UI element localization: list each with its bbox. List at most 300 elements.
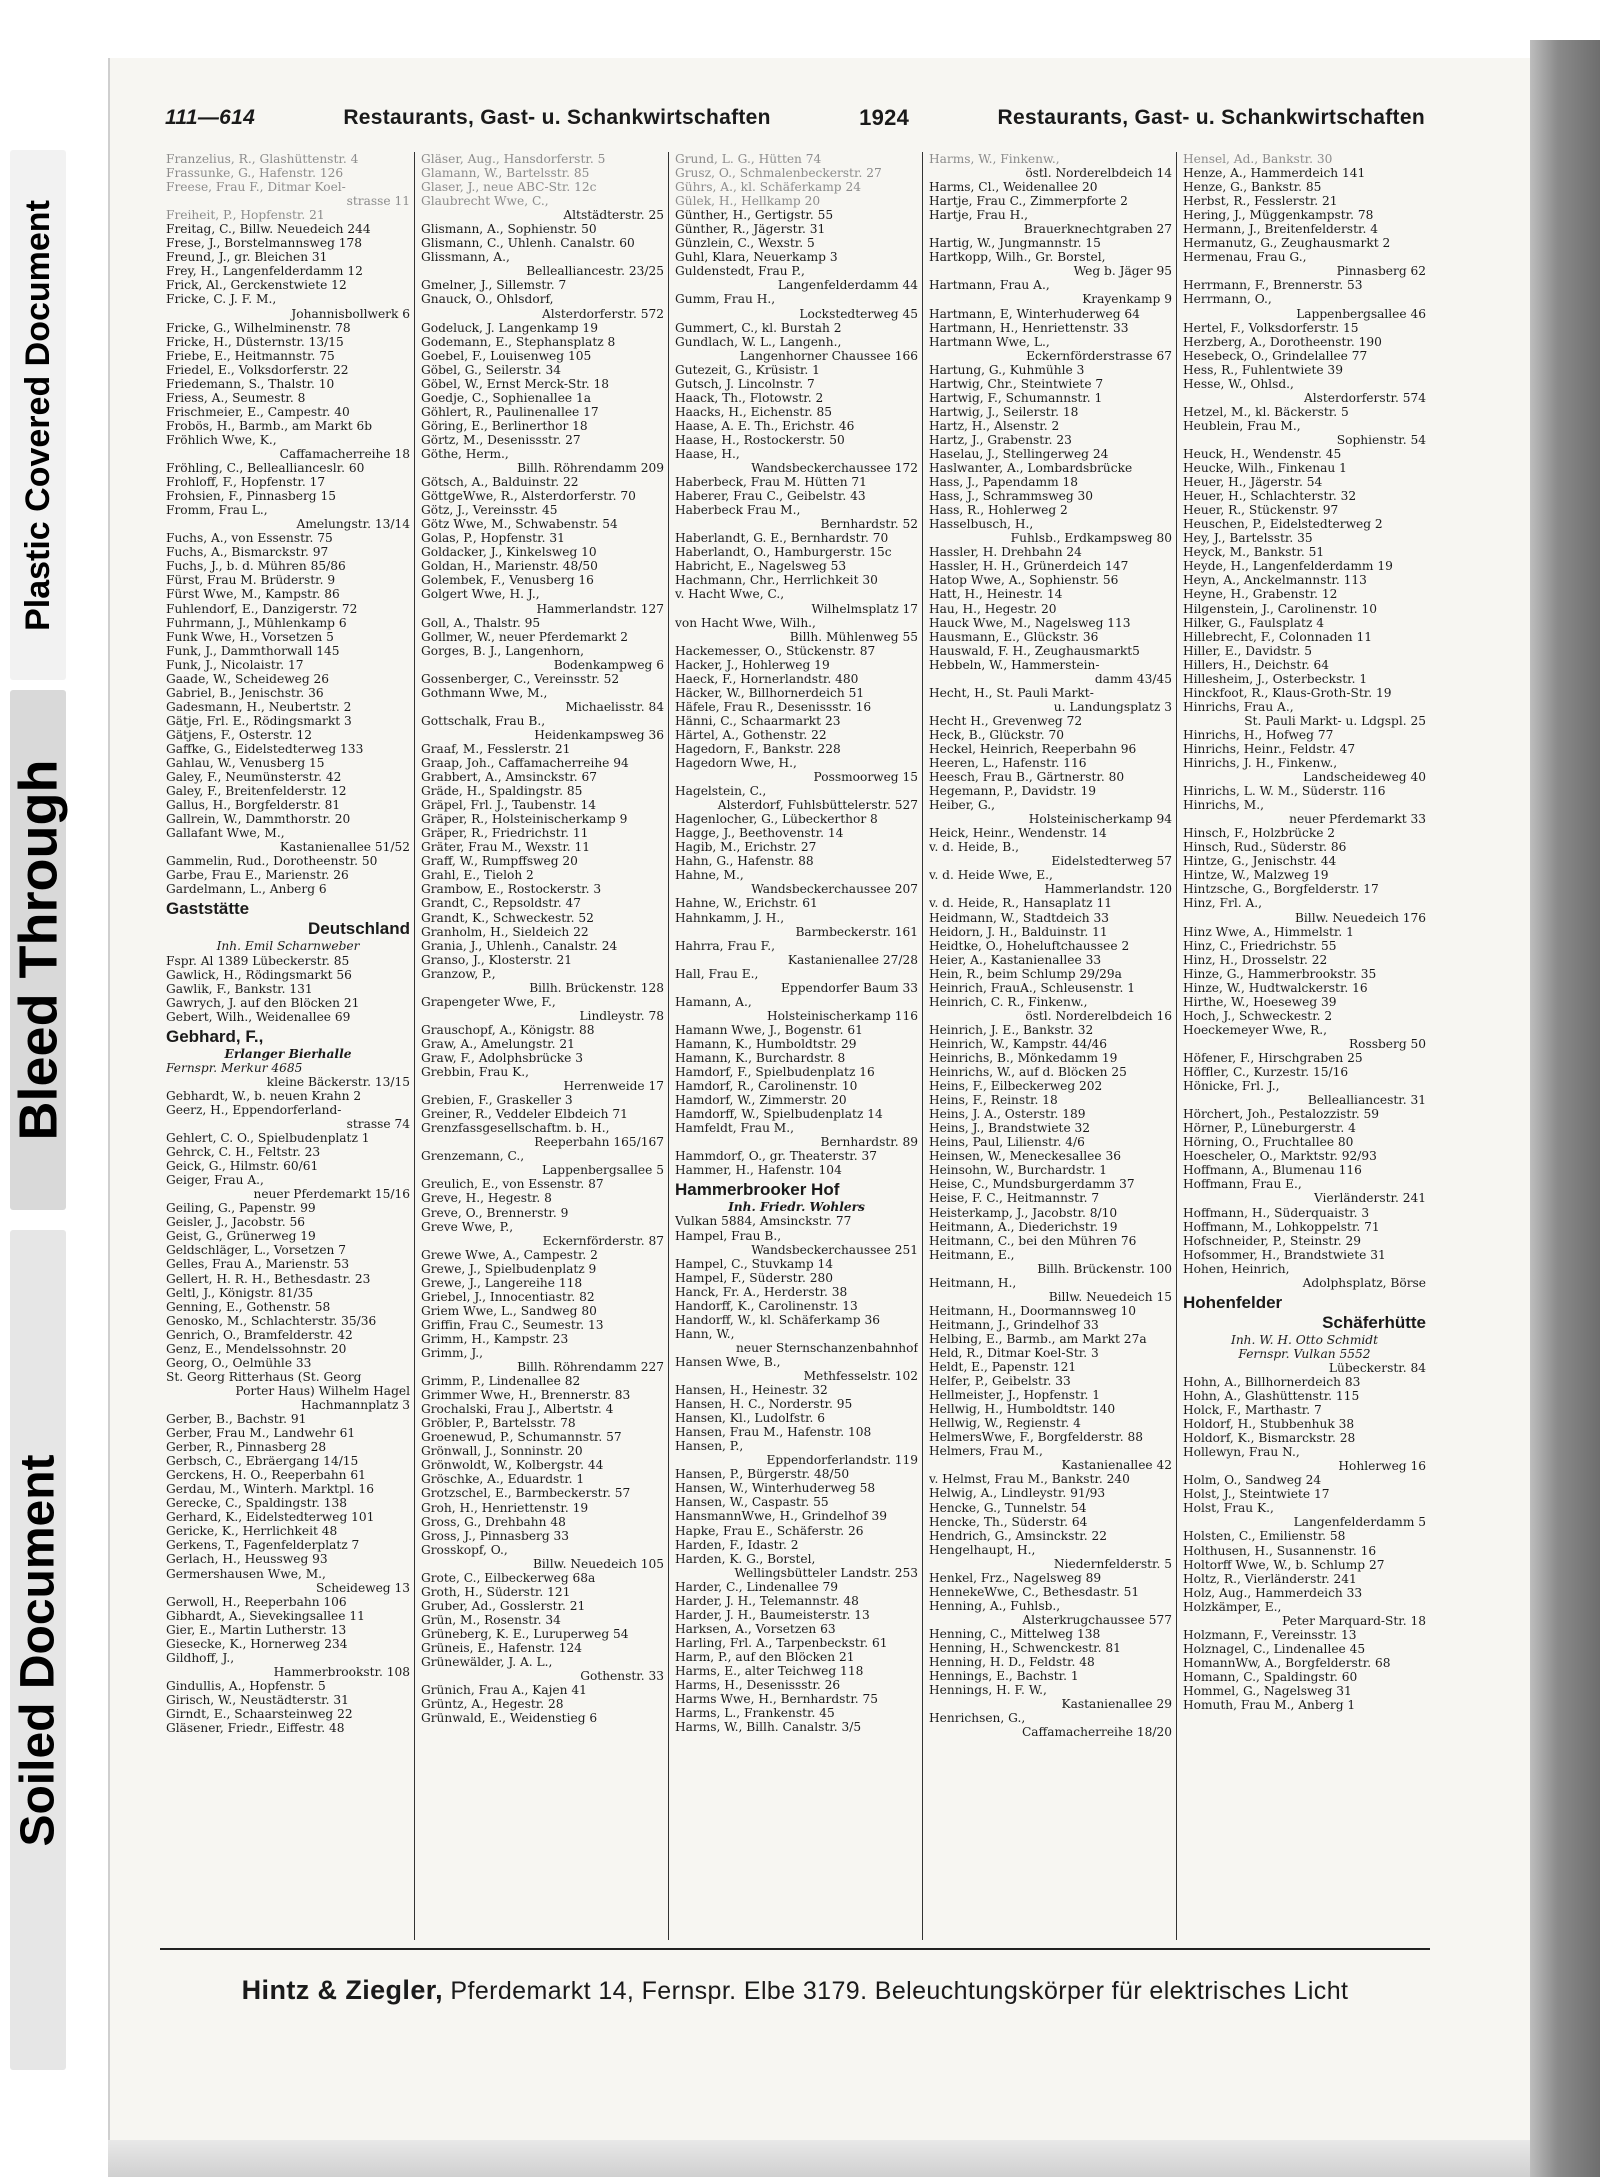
directory-entry: Holsteinischerkamp 94 [1028, 812, 1172, 827]
directory-entry: Heck, B., Glückstr. 70 [929, 727, 1064, 742]
directory-entry: Gläsener, Friedr., Eiffestr. 48 [166, 1721, 345, 1736]
directory-entry: Häfele, Frau R., Desenissstr. 16 [675, 699, 872, 714]
directory-entry: Heinrichs, W., auf d. Blöcken 25 [929, 1065, 1127, 1080]
directory-entry: Fuhlsb., Erdkampsweg 80 [1010, 531, 1172, 546]
directory-entry: Hatt, H., Heinestr. 14 [929, 587, 1063, 602]
directory-entry: Gerkens, T., Fagenfelderplatz 7 [166, 1538, 360, 1553]
directory-entry: Hammerlandstr. 120 [1044, 882, 1172, 897]
directory-entry: Billh. Brückenstr. 128 [529, 980, 664, 995]
directory-entry: Grimmer Wwe, H., Brennerstr. 83 [421, 1388, 631, 1403]
directory-entry: Grania, J., Uhlenh., Canalstr. 24 [421, 938, 618, 953]
directory-entry: Gabriel, B., Jenischstr. 36 [166, 685, 324, 700]
directory-entry: HomannWw, A., Borgfelderstr. 68 [1183, 1655, 1391, 1670]
directory-entry: Hebbeln, W., Hammerstein- [929, 657, 1100, 672]
directory-entry: Krayenkamp 9 [1082, 292, 1172, 307]
directory-entry: Holzmann, F., Vereinsstr. 13 [1183, 1627, 1357, 1642]
directory-entry: Herrenweide 17 [563, 1079, 664, 1094]
directory-entry: Grotzschel, E., Barmbeckerstr. 57 [421, 1486, 631, 1501]
directory-entry: Frey, H., Langenfelderdamm 12 [166, 264, 363, 279]
directory-entry: Eckernförderstr. 87 [542, 1233, 664, 1248]
directory-entry: Geerz, H., Eppendorferland- [166, 1102, 342, 1117]
directory-entry: Gericke, K., Herrlichkeit 48 [166, 1524, 338, 1539]
directory-entry: Heidenkampsweg 36 [534, 727, 664, 742]
directory-entry: Heitmann, A., Diederichstr. 19 [929, 1219, 1118, 1234]
directory-entry: Grimm, H., Kampstr. 23 [421, 1331, 569, 1346]
directory-entry: Pinnasberg 62 [1336, 264, 1426, 279]
directory-entry: Henze, G., Bankstr. 85 [1183, 180, 1322, 195]
directory-entry: Alsterdorferstr. 572 [541, 306, 664, 321]
directory-entry: Gätjens, F., Osterstr. 12 [166, 727, 312, 742]
directory-entry: Hampel, C., Stuvkamp 14 [675, 1256, 833, 1271]
directory-entry: Hinrichs, L. W. M., Süderstr. 116 [1183, 784, 1386, 799]
directory-entry: Kastanienallee 27/28 [787, 952, 918, 967]
directory-entry: Herrmann, O., [1183, 292, 1272, 307]
directory-entry: Hassler, H. Drehbahn 24 [929, 545, 1082, 560]
directory-entry: Gerhard, K., Eidelstedterweg 101 [166, 1510, 375, 1525]
directory-entry: Hass, R., Hohlerweg 2 [929, 503, 1068, 518]
directory-entry: Fürst Wwe, M., Kampstr. 86 [166, 587, 340, 602]
directory-entry: Gnauck, O., Ohlsdorf, [421, 292, 554, 307]
directory-entry: Michaelisstr. 84 [565, 699, 664, 714]
directory-entry: Görtz, M., Desenissstr. 27 [421, 432, 581, 447]
directory-entry: Heidorn, J. H., Balduinstr. 11 [929, 924, 1108, 939]
directory-entry: Gutezeit, G., Krüsistr. 1 [675, 362, 820, 377]
directory-entry: Heitmann, C., bei den Mühren 76 [929, 1233, 1137, 1248]
directory-entry: v. d. Heide, R., Hansaplatz 11 [929, 896, 1112, 911]
directory-entry: Gülek, H., Hellkamp 20 [675, 194, 821, 209]
directory-entry: Holtz, R., Vierländerstr. 241 [1183, 1571, 1357, 1586]
directory-entry: Götz Wwe, M., Schwabenstr. 54 [421, 517, 618, 532]
directory-entry: Heiber, G., [929, 798, 996, 813]
directory-entry: Heinrich, C. R., Finkenw., [929, 994, 1088, 1009]
directory-entry: Helbing, E., Barmb., am Markt 27a [929, 1331, 1147, 1346]
directory-entry: strasse 74 [346, 1117, 410, 1131]
directory-entry: Glaubrecht Wwe, C., [421, 194, 549, 209]
directory-entry: Gätje, Frl. E., Rödingsmarkt 3 [166, 713, 352, 728]
directory-entry: Geick, G., Hilmstr. 60/61 [166, 1159, 319, 1174]
directory-entry: Hartmann, H., Henriettenstr. 33 [929, 320, 1129, 335]
directory-entry: Harder, J. H., Telemannstr. 48 [675, 1593, 859, 1608]
directory-entry: Hartung, G., Kuhmühle 3 [929, 362, 1085, 377]
directory-entry: Harms, W., Billh. Canalstr. 3/5 [675, 1720, 862, 1735]
directory-entry: Günzlein, C., Wexstr. 5 [675, 236, 815, 251]
directory-entry: Hamdorff, W., Spielbudenplatz 14 [675, 1107, 883, 1122]
directory-entry: Habricht, E., Nagelsweg 53 [675, 559, 847, 574]
directory-entry: Gebert, Wilh., Weidenallee 69 [166, 1009, 351, 1024]
section-heading: Hammerbrooker Hof [675, 1180, 840, 1200]
directory-entry: Hörner, P., Lüneburgerstr. 4 [1183, 1121, 1356, 1136]
directory-entry: Grüneis, E., Hafenstr. 124 [421, 1640, 583, 1655]
directory-entry: GöttgeWwe, R., Alsterdorferstr. 70 [421, 489, 636, 504]
directory-entry: Heins, F., Reinstr. 18 [929, 1093, 1058, 1108]
directory-entry: Hagelstein, C., [675, 784, 767, 799]
directory-entry: Hohn, A., Glashüttenstr. 115 [1183, 1388, 1360, 1403]
directory-entry: Billh. Röhrendamm 209 [517, 461, 664, 476]
directory-entry: Geiger, Frau A., [166, 1173, 264, 1188]
directory-entry: Haberlandt, G. E., Bernhardstr. 70 [675, 531, 889, 546]
directory-entry: Hein, R., beim Schlump 29/29a [929, 966, 1122, 981]
directory-entry: Grabbert, A., Amsinckstr. 67 [421, 770, 598, 785]
directory-entry: Hauck Wwe, M., Nagelsweg 113 [929, 615, 1131, 630]
directory-entry: Hegemann, P., Davidstr. 19 [929, 784, 1096, 799]
directory-entry: Hahrra, Frau F., [675, 938, 775, 953]
directory-entry: Holthusen, H., Susannenstr. 16 [1183, 1543, 1377, 1558]
directory-entry: Lübeckerstr. 84 [1328, 1360, 1426, 1375]
directory-entry: Hertel, F., Volksdorferstr. 15 [1183, 320, 1359, 335]
directory-entry: Billw. Neuedeich 105 [532, 1556, 664, 1571]
directory-entry: Heitmann, H., Doormannsweg 10 [929, 1303, 1137, 1318]
directory-entry: Gallus, H., Borgfelderstr. 81 [166, 798, 341, 813]
directory-entry: Gundlach, W. L., Langenh., [675, 334, 842, 349]
directory-entry: Heitmann, E., [929, 1247, 1015, 1262]
directory-entry: Heins, J., Brandstwiete 32 [929, 1121, 1091, 1136]
directory-entry: Günther, R., Jägerstr. 31 [675, 222, 826, 237]
directory-entry: Grambow, E., Rostockerstr. 3 [421, 882, 602, 897]
directory-entry: Greve Wwe, P., [421, 1219, 514, 1234]
directory-entry: Hinsch, F., Holzbrücke 2 [1183, 826, 1336, 841]
directory-entry: Harder, C., Lindenallee 79 [675, 1579, 839, 1594]
directory-entry: Heitmann, J., Grindelhof 33 [929, 1317, 1099, 1332]
directory-entry: Goedje, C., Sophienallee 1a [421, 390, 592, 405]
directory-entry: Harms, W., Finkenw., [929, 152, 1060, 166]
directory-entry: Heinsohn, W., Burchardstr. 1 [929, 1163, 1107, 1178]
header-title-left: Restaurants, Gast- u. Schankwirtschaften [343, 106, 771, 129]
directory-entry: Heuck, H., Wendenstr. 45 [1183, 446, 1342, 461]
directory-entry: Hering, J., Müggenkampstr. 78 [1183, 208, 1374, 223]
directory-entry: Bellealliancestr. 23/25 [526, 264, 664, 279]
directory-entry: HelmersWwe, F., Borgfelderstr. 88 [929, 1430, 1143, 1445]
directory-entry: Hecht, H., St. Pauli Markt- [929, 685, 1094, 700]
directory-entry: Hoeckemeyer Wwe, R., [1183, 1022, 1328, 1037]
directory-entry: Heinrich, FrauA., Schleusenstr. 1 [929, 980, 1135, 995]
directory-entry: Holck, F., Marthastr. 7 [1183, 1403, 1322, 1418]
directory-entry: Henkel, Frz., Nagelsweg 89 [929, 1570, 1102, 1585]
directory-entry: Hau, H., Hegestr. 20 [929, 601, 1057, 616]
directory-entry: Billh. Mühlenweg 55 [789, 629, 918, 644]
directory-entry: Grüntz, A., Hegestr. 28 [421, 1697, 564, 1712]
directory-entry: Golembek, F., Venusberg 16 [421, 573, 594, 588]
directory-entry: Lockstedterweg 45 [799, 306, 918, 321]
directory-entry: Glismann, C., Uhlenh. Canalstr. 60 [421, 236, 635, 251]
directory-entry: Göbel, G., Seilerstr. 34 [421, 362, 561, 377]
directory-entry: Gaffke, G., Eidelstedterweg 133 [166, 741, 364, 756]
directory-entry: Porter Haus) Wilhelm Hagel [235, 1383, 410, 1398]
directory-entry: Guhl, Klara, Neuerkamp 3 [675, 250, 838, 265]
directory-entry: Fröhlich Wwe, K., [166, 432, 277, 447]
directory-entry: Hartwig, J., Seilerstr. 18 [929, 404, 1079, 419]
directory-entry: Hinze, W., Hudtwalckerstr. 16 [1183, 980, 1368, 995]
directory-entry: Harden, F., Idastr. 2 [675, 1537, 799, 1552]
directory-entry: Grahl, E., Tieloh 2 [421, 868, 534, 883]
directory-entry: Homuth, Frau M., Anberg 1 [1183, 1698, 1356, 1713]
directory-entry: Hermann, J., Breitenfelderstr. 4 [1183, 222, 1378, 237]
directory-entry: Gräpel, Frl. J., Taubenstr. 14 [421, 798, 597, 813]
directory-entry: Wandsbeckerchaussee 251 [751, 1242, 918, 1257]
section-heading: Schäferhütte [1322, 1312, 1426, 1332]
directory-entry: Helwig, A., Lindleystr. 91/93 [929, 1486, 1106, 1501]
directory-entry: Hansen, W., Winterhuderweg 58 [675, 1481, 876, 1496]
directory-entry: Friebe, E., Heitmannstr. 75 [166, 348, 335, 363]
directory-entry: Heyde, H., Langenfelderdamm 19 [1183, 559, 1393, 574]
directory-entry: Hamdorf, R., Carolinenstr. 10 [675, 1079, 858, 1094]
directory-entry: Höfener, F., Hirschgraben 25 [1183, 1051, 1363, 1065]
directory-entry: Hilker, G., Faulsplatz 4 [1183, 615, 1324, 630]
directory-entry: neuer Pferdemarkt 15/16 [253, 1187, 410, 1202]
directory-entry: Hann, W., [675, 1326, 735, 1341]
directory-entry: Haberbeck Frau M., [675, 503, 801, 518]
directory-entry: Gildhoff, J., [166, 1650, 235, 1665]
directory-entry: v. Helmst, Frau M., Bankstr. 240 [929, 1472, 1130, 1487]
directory-entry: Haack, Th., Flotowstr. 2 [675, 390, 824, 405]
directory-entry: Gräper, R., Friedrichstr. 11 [421, 826, 589, 841]
directory-entry: Gahlau, W., Venusberg 15 [166, 756, 325, 771]
section-heading: Gebhard, F., [166, 1026, 264, 1046]
directory-column-3 [668, 152, 922, 1940]
directory-entry: Harder, J. H., Baumeisterstr. 13 [675, 1607, 870, 1622]
directory-entry: Fuchs, J., b. d. Mühren 85/86 [166, 559, 346, 574]
directory-entry: v. d. Heide, B., [929, 840, 1019, 855]
directory-entry: Wilhelmsplatz 17 [811, 601, 918, 616]
directory-entry: Gutsch, J. Lincolnstr. 7 [675, 376, 815, 391]
directory-entry: Göthe, Herm., [421, 446, 509, 461]
directory-entry: Grebbin, Frau K., [421, 1065, 529, 1080]
directory-entry: Geist, G., Grünerweg 19 [166, 1229, 316, 1244]
directory-entry: Altstädterstr. 25 [563, 208, 664, 223]
directory-entry: Hansen Wwe, B., [675, 1354, 781, 1369]
directory-entry: Brauerknechtgraben 27 [1023, 222, 1172, 237]
directory-entry: Homann, C., Spaldingstr. 60 [1183, 1669, 1358, 1684]
directory-entry: Grusz, O., Schmalenbeckerstr. 27 [675, 166, 882, 181]
sticker-plastic-covered [10, 150, 66, 680]
directory-entry: Grönwall, J., Sonninstr. 20 [421, 1444, 583, 1459]
directory-entry: Heick, Heinr., Wendenstr. 14 [929, 826, 1107, 841]
directory-entry: Hinz, C., Friedrichstr. 55 [1183, 938, 1337, 953]
directory-entry: Glamann, W., Bartelsstr. 85 [421, 166, 590, 181]
footer-text: Pferdemarkt 14, Fernspr. Elbe 3179. Beleuchtungskörper für elektrisches Licht [443, 1977, 1349, 2005]
directory-entry: Heuer, H., Schlachterstr. 32 [1183, 489, 1357, 504]
directory-entry: Landscheideweg 40 [1303, 770, 1426, 785]
directory-entry: Hartz, H., Alsenstr. 2 [929, 418, 1060, 433]
directory-entry: Granzow, P., [421, 966, 496, 981]
directory-entry: Freund, J., gr. Bleichen 31 [166, 250, 328, 265]
directory-entry: Hetzel, M., kl. Bäckerstr. 5 [1183, 404, 1349, 419]
directory-entry: Henning, A., Fuhlsb., [929, 1598, 1061, 1613]
directory-entry: Hoffmann, H., Süderquaistr. 3 [1183, 1205, 1370, 1220]
directory-entry: Graap, Joh., Caffamacherreihe 94 [421, 756, 629, 771]
directory-entry: Grünwald, E., Weidenstieg 6 [421, 1711, 598, 1726]
directory-entry: Heckel, Heinrich, Reeperbahn 96 [929, 741, 1137, 756]
directory-entry: Weg b. Jäger 95 [1073, 264, 1172, 279]
directory-entry: Goll, A., Thalstr. 95 [421, 615, 541, 630]
directory-entry: Hass, J., Schrammsweg 30 [929, 489, 1094, 504]
directory-entry: Hahnkamm, J. H., [675, 910, 785, 925]
directory-entry: Groth, H., Süderstr. 121 [421, 1584, 571, 1599]
directory-entry: Hagedorn, F., Bankstr. 228 [675, 741, 841, 756]
directory-entry: Heldt, E., Papenstr. 121 [929, 1360, 1077, 1375]
directory-entry: Hinckfoot, R., Klaus-Groth-Str. 19 [1183, 685, 1392, 700]
directory-entry: Fröhling, C., Belleallianceslr. 60 [166, 461, 365, 476]
directory-entry: Genrich, O., Bramfelderstr. 42 [166, 1327, 353, 1342]
directory-entry: Holzkämper, E., [1183, 1599, 1282, 1614]
directory-entry: Gothmann Wwe, M., [421, 685, 548, 700]
directory-entry: Harms, L., Frankenstr. 45 [675, 1706, 835, 1721]
directory-entry: Genning, E., Gothenstr. 58 [166, 1299, 331, 1314]
directory-entry: Hapke, Frau E., Schäferstr. 26 [675, 1523, 864, 1538]
directory-entry: St. Pauli Markt- u. Ldgspl. 25 [1244, 713, 1426, 728]
footer-advertisement [160, 1975, 1430, 2015]
directory-entry: Günther, H., Gertigstr. 55 [675, 208, 834, 223]
directory-entry: Hohn, A., Billhornerdeich 83 [1183, 1374, 1361, 1389]
directory-entry: Henning, H., Schwenckestr. 81 [929, 1640, 1121, 1655]
directory-entry: Langenfelderdamm 44 [777, 278, 918, 293]
directory-entry: Gallrein, W., Dammthorstr. 20 [166, 812, 351, 827]
directory-entry: Heuer, H., Jägerstr. 54 [1183, 475, 1323, 490]
directory-entry: Herzberg, A., Dorotheenstr. 190 [1183, 334, 1382, 349]
directory-entry: Hecht H., Grevenweg 72 [929, 713, 1083, 728]
directory-entry: Hennings, H. F. W., [929, 1683, 1047, 1698]
directory-entry: Inh. Friedr. Wohlers [728, 1200, 865, 1215]
directory-entry: Henze, A., Hammerdeich 141 [1183, 166, 1366, 181]
directory-entry: Bodenkampweg 6 [553, 657, 664, 672]
directory-entry: Holtorff Wwe, W., b. Schlump 27 [1183, 1557, 1385, 1572]
directory-entry: Gawlik, F., Bankstr. 131 [166, 981, 313, 996]
directory-entry: östl. Norderelbdeich 14 [1025, 166, 1172, 181]
directory-entry: Billh. Brückenstr. 100 [1037, 1261, 1172, 1276]
directory-column-4 [922, 152, 1176, 1940]
directory-entry: Goebel, F., Louisenweg 105 [421, 348, 592, 363]
directory-entry: Hartmann, E, Winterhuderweg 64 [929, 306, 1140, 321]
directory-entry: Hausmann, E., Glückstr. 36 [929, 629, 1099, 644]
directory-entry: Hamann, A., [675, 994, 752, 1009]
directory-entry: Fspr. Al 1389 Lübeckerstr. 85 [166, 953, 350, 968]
directory-entry: Glissmann, A., [421, 250, 510, 265]
directory-entry: Hatop Wwe, A., Sophienstr. 56 [929, 573, 1119, 588]
directory-entry: Hendrich, G., Amsinckstr. 22 [929, 1528, 1108, 1543]
archive-stickers [0, 0, 80, 2177]
directory-entry: Heucke, Wilh., Finkenau 1 [1183, 461, 1347, 476]
directory-entry: Fuchs, A., Bismarckstr. 97 [166, 545, 329, 560]
directory-entry: Gollmer, W., neuer Pferdemarkt 2 [421, 629, 629, 644]
directory-entry: Friess, A., Seumestr. 8 [166, 390, 306, 405]
directory-entry: Grewe, J., Spielbudenplatz 9 [421, 1261, 597, 1276]
directory-entry: östl. Norderelbdeich 16 [1025, 1008, 1172, 1023]
directory-entry: Hencke, G., Tunnelstr. 54 [929, 1500, 1087, 1515]
directory-entry: Hagenlocher, G., Lübeckerthor 8 [675, 812, 878, 827]
footer-divider [160, 1948, 1430, 1950]
directory-entry: Hamann, K., Burchardstr. 8 [675, 1051, 846, 1065]
directory-entry: Funk, J., Dammthorwall 145 [166, 643, 340, 658]
directory-entry: Gröbler, P., Bartelsstr. 78 [421, 1416, 576, 1431]
directory-entry: Langenfelderdamm 5 [1293, 1515, 1426, 1530]
directory-entry: Holst, Frau K., [1183, 1501, 1274, 1516]
directory-entry: Gottschalk, Frau B., [421, 713, 546, 728]
directory-entry: Hoffmann, Frau E., [1183, 1177, 1302, 1192]
directory-entry: Eppendorfer Baum 33 [781, 980, 918, 995]
directory-entry: Funk Wwe, H., Vorsetzen 5 [166, 629, 334, 644]
directory-entry: Heyne, H., Grabenstr. 12 [1183, 587, 1338, 602]
directory-entry: Glismann, A., Sophienstr. 50 [421, 222, 597, 237]
directory-entry: Handorff, K., Carolinenstr. 13 [675, 1298, 858, 1313]
directory-entry: Godemann, E., Stephansplatz 8 [421, 334, 616, 349]
directory-entry: HennekeWwe, C., Bethesdastr. 51 [929, 1584, 1140, 1599]
directory-entry: Funk, J., Nicolaistr. 17 [166, 657, 304, 672]
directory-entry: Gräde, H., Spaldingstr. 85 [421, 784, 583, 799]
directory-entry: Fernspr. Vulkan 5552 [1238, 1346, 1371, 1361]
directory-entry: Hammerlandstr. 127 [536, 601, 664, 616]
directory-entry: Gerckens, H. O., Reeperbahn 61 [166, 1468, 366, 1483]
directory-entry: Hinz, Frl. A., [1183, 896, 1263, 911]
directory-entry: Greiner, R., Veddeler Elbdeich 71 [421, 1107, 628, 1122]
directory-entry: Hillesheim, J., Osterbeckstr. 1 [1183, 671, 1368, 686]
directory-entry: Hoffmann, M., Lohkoppelstr. 71 [1183, 1219, 1380, 1234]
directory-entry: Hansen, P., [675, 1439, 744, 1454]
directory-entry: Gerwoll, H., Reeperbahn 106 [166, 1594, 347, 1609]
directory-entry: Henning, H. D., Feldstr. 48 [929, 1655, 1095, 1670]
directory-entry: Greve, O., Brennerstr. 9 [421, 1205, 569, 1220]
directory-entry: Härtel, A., Gothenstr. 22 [675, 727, 827, 742]
directory-entry: Hellwig, W., Regienstr. 4 [929, 1416, 1081, 1431]
directory-entry: Heise, C., Mundsburgerdamm 37 [929, 1177, 1135, 1192]
directory-entry: Haase, H., [675, 446, 740, 461]
directory-entry: Fricke, C. J. F. M., [166, 292, 277, 307]
directory-entry: kleine Bäckerstr. 13/15 [266, 1074, 410, 1089]
directory-entry: Grapengeter Wwe, F., [421, 994, 556, 1009]
directory-entry: Gammelin, Rud., Dorotheenstr. 50 [166, 854, 378, 869]
directory-entry: Hansen, H., Heinestr. 32 [675, 1383, 828, 1398]
directory-entry: Hönicke, Frl. J., [1183, 1079, 1280, 1094]
directory-entry: Hohen, Heinrich, [1183, 1261, 1290, 1276]
directory-entry: Holznagel, C., Lindenallee 45 [1183, 1641, 1366, 1656]
directory-entry: Johannisbollwerk 6 [291, 306, 410, 321]
directory-entry: Hintze, W., Malzweg 19 [1183, 868, 1329, 883]
directory-entry: von Hacht Wwe, Wilh., [675, 615, 816, 630]
directory-entry: Hennings, E., Bachstr. 1 [929, 1669, 1079, 1684]
directory-entry: Hesebeck, O., Grindelallee 77 [1183, 348, 1368, 363]
directory-entry: Grosskopf, O., [421, 1542, 508, 1557]
directory-entry: Godeluck, J. Langenkamp 19 [421, 320, 598, 335]
directory-entry: Höffler, C., Kurzestr. 15/16 [1183, 1065, 1349, 1080]
directory-entry: Heinrichs, B., Mönkedamm 19 [929, 1051, 1118, 1065]
directory-entry: Graw, F., Adolphsbrücke 3 [421, 1051, 584, 1065]
directory-entry: Gmelner, J., Sillemstr. 7 [421, 278, 567, 293]
directory-entry: Caffamacherreihe 18/20 [1021, 1725, 1172, 1740]
directory-entry: neuer Pferdemarkt 33 [1289, 812, 1426, 827]
directory-entry: Hachmannplatz 3 [300, 1397, 410, 1412]
directory-entry: Girisch, W., Neustädterstr. 31 [166, 1692, 349, 1707]
directory-entry: Peter Marquard-Str. 18 [1282, 1613, 1426, 1628]
directory-entry: Henning, C., Mittelweg 138 [929, 1626, 1101, 1641]
sticker-bleed-label: Bleed Through [8, 759, 69, 1141]
directory-entry: Freitag, C., Billw. Neuedeich 244 [166, 222, 371, 237]
directory-entry: Georg, O., Oelmühle 33 [166, 1355, 312, 1370]
directory-entry: Eppendorferlandstr. 119 [766, 1453, 918, 1468]
directory-entry: Heins, J. A., Osterstr. 189 [929, 1107, 1086, 1122]
directory-entry: Hartkopp, Wilh., Gr. Borstel, [929, 250, 1106, 265]
directory-entry: Lindleystr. 78 [579, 1008, 664, 1023]
directory-entry: Holz, Aug., Hammerdeich 33 [1183, 1585, 1363, 1600]
directory-entry: Harling, Frl. A., Tarpenbeckstr. 61 [675, 1635, 888, 1650]
directory-entry: Holdorf, K., Bismarckstr. 28 [1183, 1431, 1356, 1446]
directory-entry: Gührs, A., kl. Schäferkamp 24 [675, 180, 861, 195]
directory-entry: Bernhardstr. 52 [820, 517, 918, 532]
directory-entry: Grund, L. G., Hütten 74 [675, 152, 822, 166]
directory-entry: Reeperbahn 165/167 [534, 1135, 664, 1150]
directory-entry: Billw. Neuedeich 15 [1048, 1289, 1172, 1304]
directory-entry: Hengelhaupt, H., [929, 1542, 1036, 1557]
directory-entry: Groh, H., Henriettenstr. 19 [421, 1500, 589, 1515]
directory-entry: Hesse, W., Ohlsd., [1183, 376, 1294, 391]
directory-entry: Grote, C., Eilbeckerweg 68a [421, 1570, 596, 1585]
